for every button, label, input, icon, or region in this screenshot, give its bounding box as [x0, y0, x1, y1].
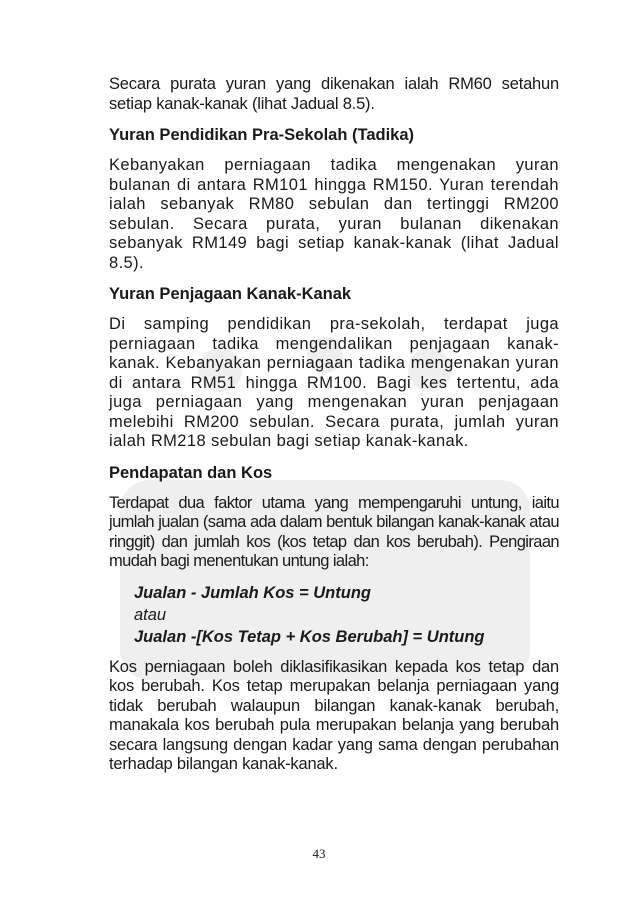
paragraph-intro: Secara purata yuran yang dikenakan ialah RM60 setahun setiap kanak-kanak (lihat Jadual 8.5). [109, 75, 559, 113]
paragraph-cost-classification: Kos perniagaan boleh diklasifikasikan kepada kos tetap dan kos berubah. Kos tetap merupakan belanja perniagaan yang tidak berubah walaupun bilangan kanak-kanak berubah, manakala kos berubah pula merupakan belanja yang berubah secara langsung dengan kadar yang sama dengan perubahan terhadap bilangan kanak-kanak. [109, 657, 559, 773]
page-number: 43 [312, 846, 326, 861]
paragraph-childcare-fees: Di samping pendidikan pra-sekolah, terdapat juga perniagaan tadika mengendalikan penjagaan kanak-kanak. Kebanyakan perniagaan tadika mengenakan yuran di antara RM51 hingga RM100. Bagi kes tertentu, ada juga perniagaan yang mengenakan yuran penjagaan melebihi RM200 sebulan. Secara purata, jumlah yuran ialah RM218 sebulan bagi setiap kanak-kanak. [109, 315, 559, 450]
profit-formula [134, 582, 559, 648]
paragraph-income-costs: Terdapat dua faktor utama yang mempengaruhi untung, iaitu jumlah jualan (sama ada dalam bentuk bilangan kanak-kanak atau ringgit) dan jumlah kos (kos tetap dan kos berubah). Pengiraan mudah bagi menentukan untung ialah: [109, 493, 559, 570]
heading-income-costs: Pendapatan dan Kos [109, 463, 273, 482]
formula-line-1: Jualan - Jumlah Kos = Untung [134, 583, 371, 602]
paragraph-preschool-fees: Kebanyakan perniagaan tadika mengenakan yuran bulanan di antara RM101 hingga RM150. Yuran terendah ialah sebanyak RM80 sebulan dan tertinggi RM200 sebulan. Secara purata, yuran bulanan dikenakan sebanyak RM149 bagi setiap kanak-kanak (lihat Jadual 8.5). [109, 156, 559, 272]
formula-line-3: Jualan -[Kos Tetap + Kos Berubah] = Untung [134, 627, 485, 646]
heading-childcare-fees: Yuran Penjagaan Kanak-Kanak [109, 285, 352, 303]
formula-line-2: atau [134, 605, 167, 624]
heading-preschool-fees: Yuran Pendidikan Pra-Sekolah (Tadika) [109, 126, 415, 144]
page-content [109, 75, 559, 775]
